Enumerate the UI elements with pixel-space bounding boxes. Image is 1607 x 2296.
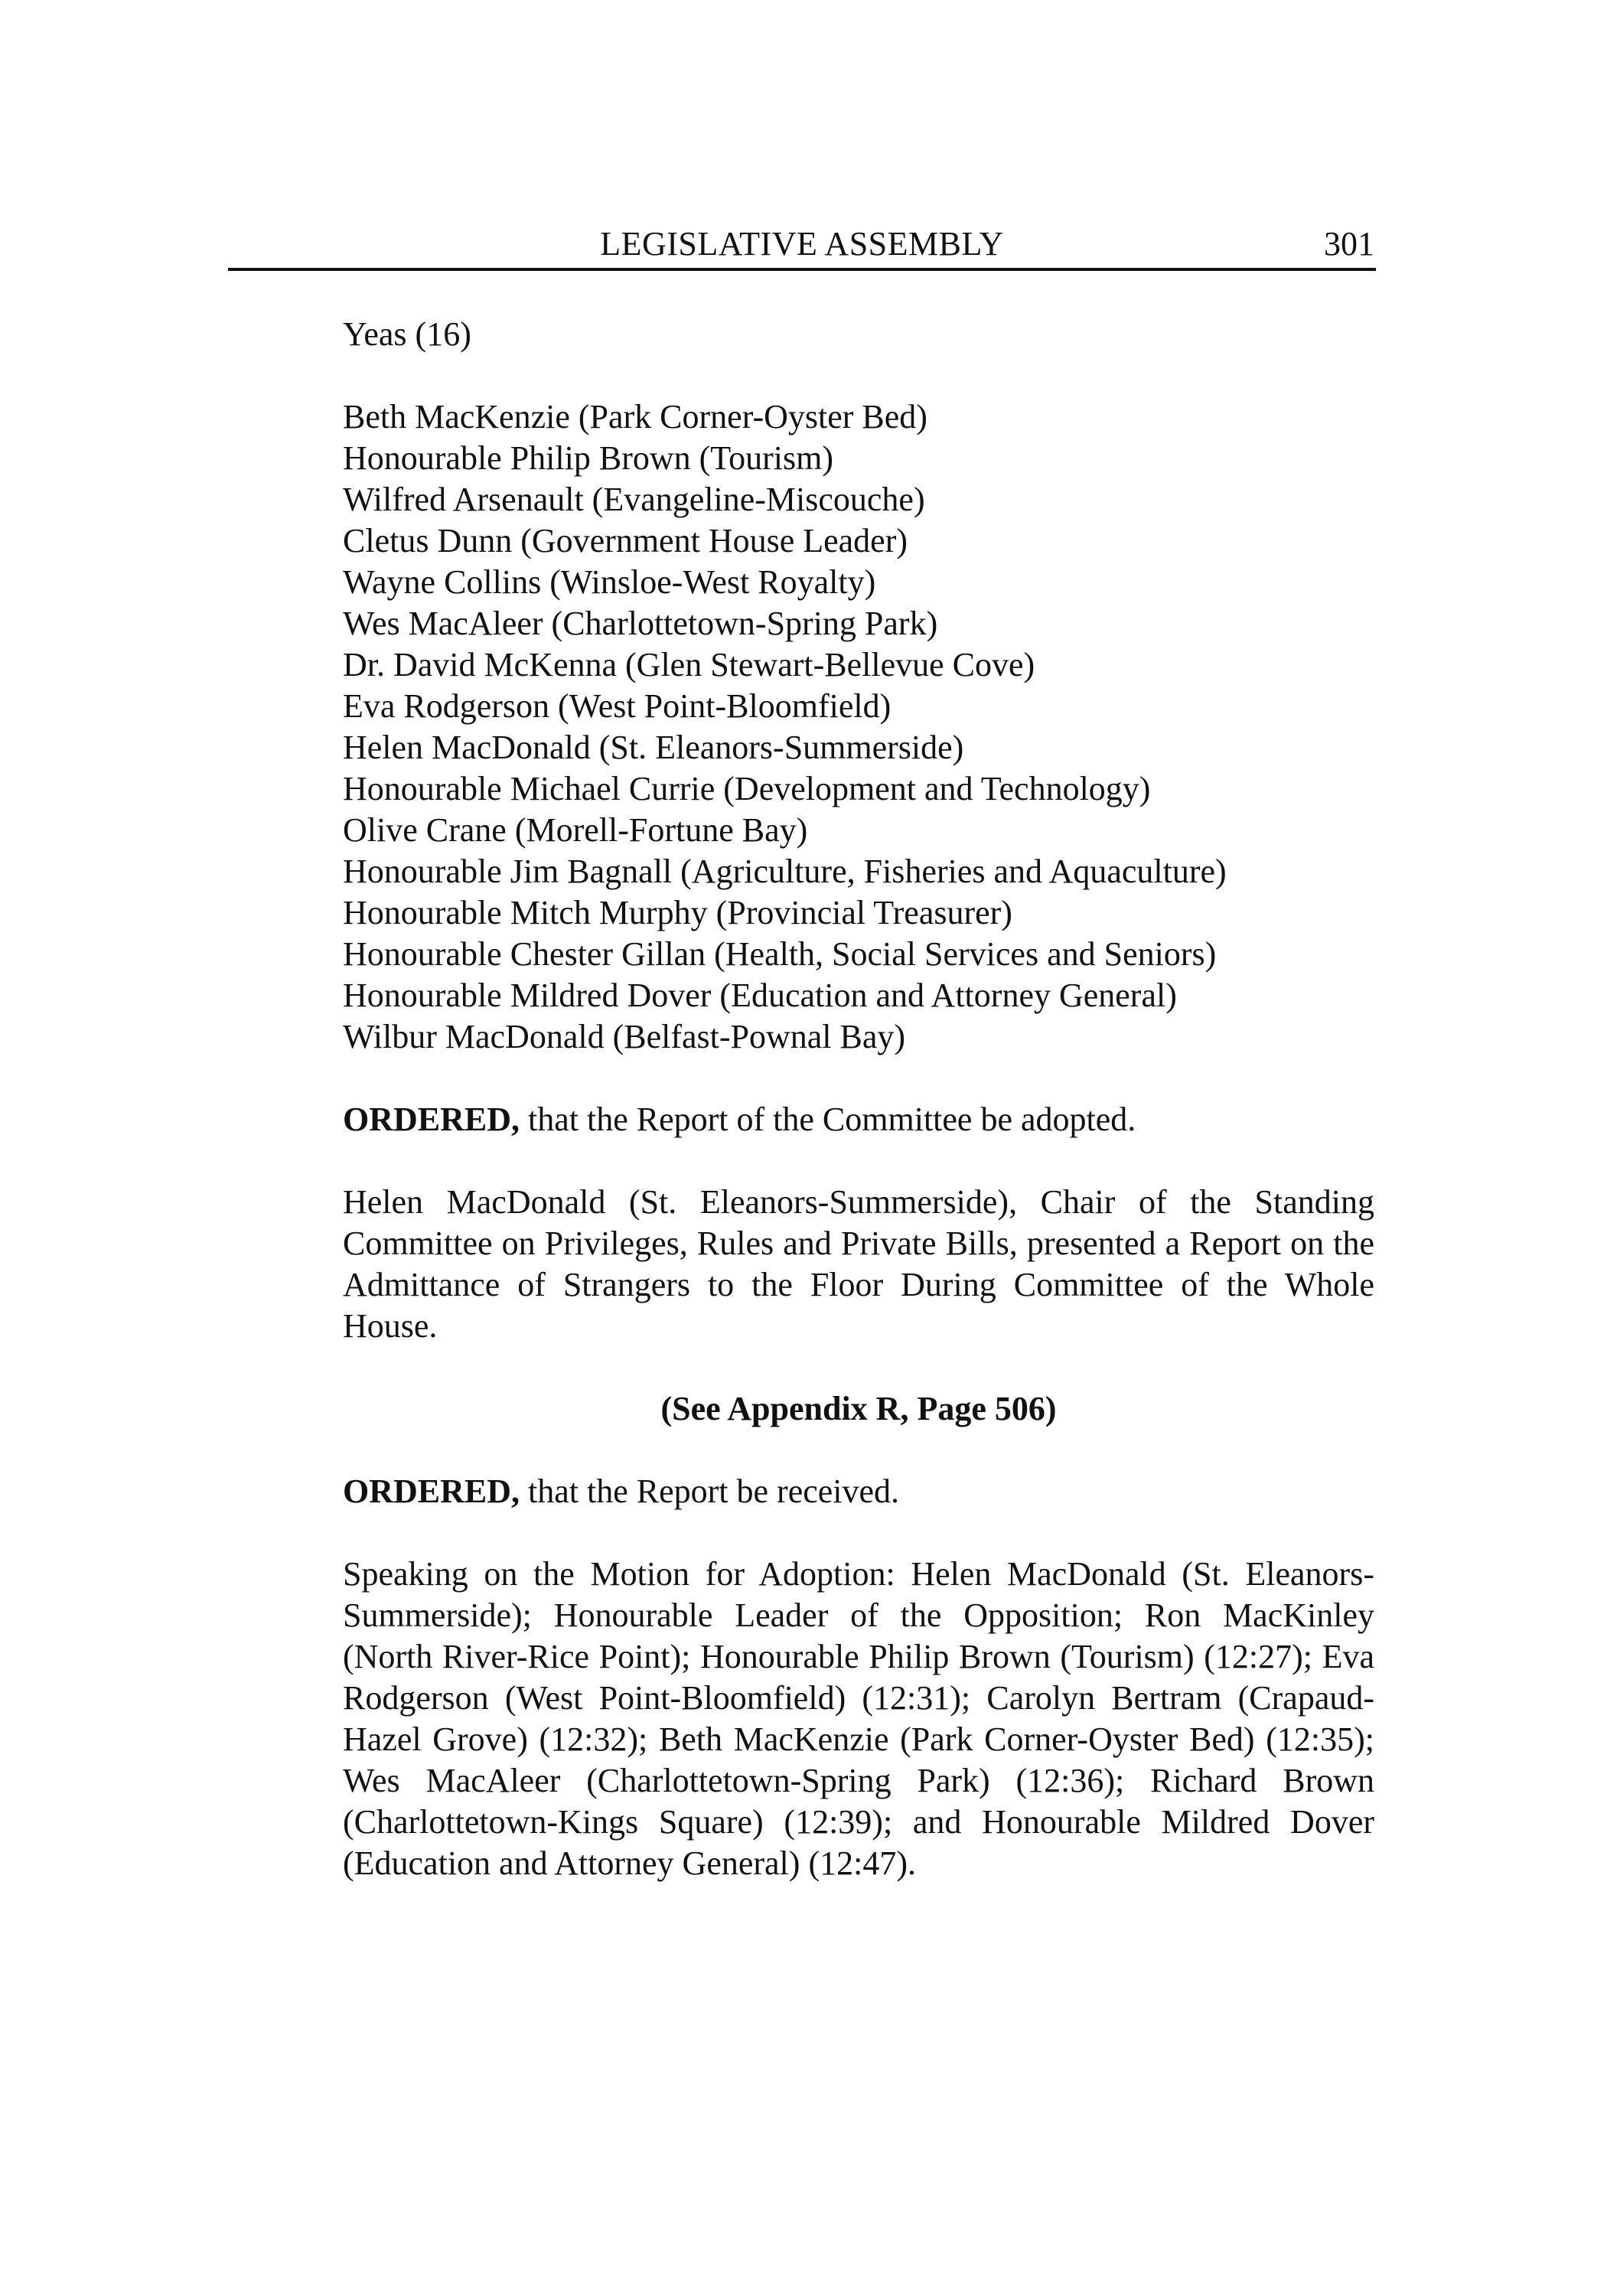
report-paragraph: Helen MacDonald (St. Eleanors-Summerside), Chair of the Standing Committee on Privileges, Rules and Private Bills, presented a Report on the Admittance of Strangers to the Floor During Committee of the Whole House. <box>343 1183 1374 1345</box>
order-text: that the Report be received. <box>520 1473 900 1510</box>
member-item: Wilfred Arsenault (Evangeline-Miscouche) <box>343 481 925 518</box>
member-item: Eva Rodgerson (West Point-Bloomfield) <box>343 687 892 725</box>
speaking-paragraph: Speaking on the Motion for Adoption: Helen MacDonald (St. Eleanors-Summerside); Honourable Leader of the Opposition; Ron MacKinley (North River-Rice Point); Honourable Philip Brown (Tourism) (12:27); Eva Rodgerson (West Point-Bloomfield) (12:31); Carolyn Bertram (Crapaud-Hazel Grove) (12:32); Beth MacKenzie (Park Corner-Oyster Bed) (12:35); Wes MacAleer (Charlottetown-Spring Park) (12:36); Richard Brown (Charlottetown-Kings Square) (12:39); and Honourable Mildred Dover (Education and Attorney General) (12:47). <box>343 1555 1374 1882</box>
member-item: Honourable Mildred Dover (Education and Attorney General) <box>343 977 1177 1014</box>
running-title: LEGISLATIVE ASSEMBLY <box>600 225 1004 263</box>
order-adopted <box>343 1099 1374 1140</box>
member-item: Wilbur MacDonald (Belfast-Pownal Bay) <box>343 1018 906 1055</box>
yeas-list <box>343 396 1374 1058</box>
member-item: Cletus Dunn (Government House Leader) <box>343 522 908 559</box>
order-received <box>343 1471 1374 1512</box>
member-item: Honourable Jim Bagnall (Agriculture, Fisheries and Aquaculture) <box>343 853 1227 890</box>
member-item: Helen MacDonald (St. Eleanors-Summerside) <box>343 729 964 766</box>
page-header <box>228 223 1376 271</box>
ordered-keyword: ORDERED, <box>343 1473 520 1510</box>
member-item: Dr. David McKenna (Glen Stewart-Bellevue Cove) <box>343 646 1035 683</box>
member-item: Beth MacKenzie (Park Corner-Oyster Bed) <box>343 398 927 435</box>
member-item: Olive Crane (Morell-Fortune Bay) <box>343 811 808 849</box>
member-item: Honourable Philip Brown (Tourism) <box>343 439 833 477</box>
page-number: 301 <box>1324 225 1374 263</box>
member-item: Honourable Michael Currie (Development and Technology) <box>343 770 1151 807</box>
ordered-keyword: ORDERED, <box>343 1101 520 1138</box>
member-item: Honourable Mitch Murphy (Provincial Treasurer) <box>343 894 1012 931</box>
order-text: that the Report of the Committee be adopted. <box>520 1101 1136 1138</box>
member-item: Wayne Collins (Winsloe-West Royalty) <box>343 563 876 601</box>
member-item: Wes MacAleer (Charlottetown-Spring Park) <box>343 605 938 642</box>
vote-heading: Yeas (16) <box>343 315 471 353</box>
member-item: Honourable Chester Gillan (Health, Social Services and Seniors) <box>343 935 1217 973</box>
page-body <box>343 314 1374 1926</box>
appendix-reference: (See Appendix R, Page 506) <box>660 1390 1057 1427</box>
